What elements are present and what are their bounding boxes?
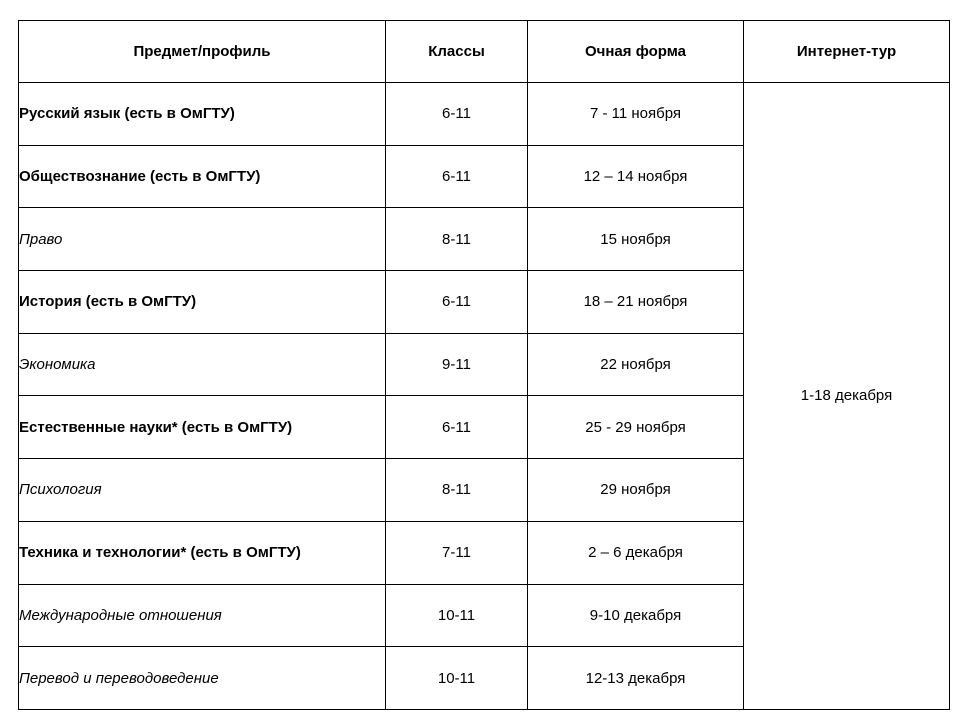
row-in-person-dates: 9-10 декабря — [528, 584, 744, 647]
online-dates-cell: 1-18 декабря — [744, 83, 950, 710]
row-subject: История (есть в ОмГТУ) — [19, 271, 386, 334]
table-header-row — [19, 21, 950, 83]
row-subject: Техника и технологии* (есть в ОмГТУ) — [19, 521, 386, 584]
row-grades: 10-11 — [386, 647, 528, 710]
row-grades: 9-11 — [386, 333, 528, 396]
row-subject: Русский язык (есть в ОмГТУ) — [19, 83, 386, 146]
row-grades: 8-11 — [386, 208, 528, 271]
row-in-person-dates: 2 – 6 декабря — [528, 521, 744, 584]
row-subject: Психология — [19, 459, 386, 522]
row-grades: 8-11 — [386, 459, 528, 522]
header-in-person: Очная форма — [528, 21, 744, 83]
row-subject: Экономика — [19, 333, 386, 396]
row-subject: Перевод и переводоведение — [19, 647, 386, 710]
row-in-person-dates: 12-13 декабря — [528, 647, 744, 710]
row-grades: 6-11 — [386, 145, 528, 208]
row-grades: 6-11 — [386, 396, 528, 459]
row-grades: 6-11 — [386, 271, 528, 334]
table-row — [19, 83, 950, 146]
header-subject: Предмет/профиль — [19, 21, 386, 83]
row-subject: Право — [19, 208, 386, 271]
row-subject: Международные отношения — [19, 584, 386, 647]
row-in-person-dates: 18 – 21 ноября — [528, 271, 744, 334]
header-online: Интернет-тур — [744, 21, 950, 83]
header-grades: Классы — [386, 21, 528, 83]
row-subject: Обществознание (есть в ОмГТУ) — [19, 145, 386, 208]
row-grades: 7-11 — [386, 521, 528, 584]
row-in-person-dates: 29 ноября — [528, 459, 744, 522]
row-in-person-dates: 22 ноября — [528, 333, 744, 396]
row-grades: 6-11 — [386, 83, 528, 146]
row-in-person-dates: 12 – 14 ноября — [528, 145, 744, 208]
olympiad-schedule-table — [18, 20, 950, 710]
row-subject: Естественные науки* (есть в ОмГТУ) — [19, 396, 386, 459]
row-in-person-dates: 7 - 11 ноября — [528, 83, 744, 146]
row-in-person-dates: 25 - 29 ноября — [528, 396, 744, 459]
row-grades: 10-11 — [386, 584, 528, 647]
row-in-person-dates: 15 ноября — [528, 208, 744, 271]
